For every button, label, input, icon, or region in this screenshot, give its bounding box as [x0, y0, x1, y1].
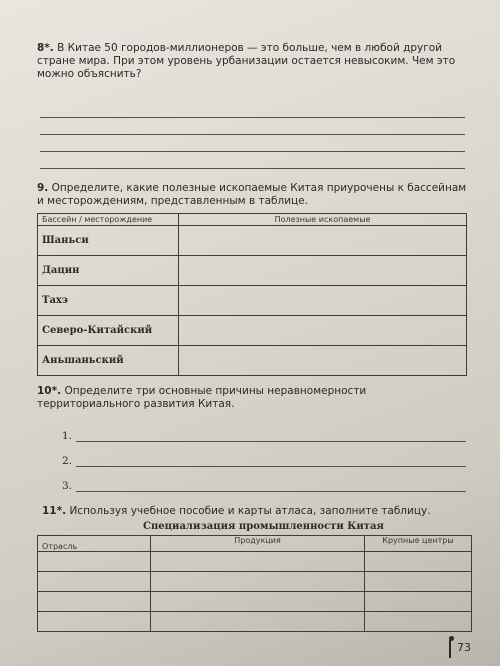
answer-line[interactable]	[76, 491, 466, 492]
answer-cell[interactable]	[179, 226, 467, 256]
minerals-table	[37, 213, 467, 376]
answer-line[interactable]	[76, 466, 466, 467]
page-marker-dot	[449, 636, 454, 641]
table-row	[38, 226, 467, 256]
table-row	[38, 572, 472, 592]
question-8-number: 8*.	[37, 42, 54, 54]
answer-cell[interactable]	[38, 552, 151, 572]
question-9	[37, 182, 467, 208]
answer-cell[interactable]	[365, 572, 472, 592]
page-marker-bar	[449, 640, 451, 658]
column-header: Продукция	[151, 536, 365, 552]
question-10-number: 10*.	[37, 385, 62, 397]
answer-cell[interactable]	[151, 592, 365, 612]
answer-cell[interactable]	[151, 612, 365, 632]
answer-cell[interactable]	[365, 592, 472, 612]
question-10-text: Определите три основные причины неравномерности территориального развития Китая.	[37, 385, 367, 410]
basin-name: Тахэ	[38, 286, 179, 316]
answer-line[interactable]	[40, 151, 465, 152]
table-row	[38, 316, 467, 346]
question-11	[42, 505, 472, 518]
question-8	[37, 42, 467, 81]
column-header: Бассейн / месторождение	[38, 214, 179, 226]
column-header: Крупные центры	[365, 536, 472, 552]
answer-cell[interactable]	[38, 572, 151, 592]
basin-name: Шаньси	[38, 226, 179, 256]
question-10	[37, 385, 467, 411]
answer-cell[interactable]	[38, 612, 151, 632]
table-row	[38, 346, 467, 376]
answer-cell[interactable]	[365, 612, 472, 632]
column-header: Полезные ископаемые	[179, 214, 467, 226]
table-title: Специализация промышленности Китая	[143, 521, 384, 532]
question-8-text: В Китае 50 городов-миллионеров — это больше, чем в любой другой стране мира. При этом уровень урбанизации остается невысоким. Чем это можно объяснить?	[37, 42, 456, 80]
page-number: 73	[457, 641, 471, 654]
answer-line[interactable]	[40, 134, 465, 135]
table-row	[38, 612, 472, 632]
answer-line[interactable]	[76, 441, 466, 442]
question-11-number: 11*.	[42, 505, 67, 517]
question-9-number: 9.	[37, 182, 49, 194]
question-9-text: Определите, какие полезные ископаемые Китая приурочены к бассейнам и месторождениям, представленным в таблице.	[37, 182, 467, 207]
answer-number: 3.	[62, 480, 73, 492]
answer-line[interactable]	[40, 117, 465, 118]
table-header-row	[38, 214, 467, 226]
question-11-text: Используя учебное пособие и карты атласа, заполните таблицу.	[69, 505, 431, 517]
table-row	[38, 592, 472, 612]
answer-number: 1.	[62, 430, 73, 442]
answer-cell[interactable]	[151, 552, 365, 572]
table-row	[38, 286, 467, 316]
column-header: Отрасль	[38, 536, 151, 552]
answer-line[interactable]	[40, 168, 465, 169]
basin-name: Дацин	[38, 256, 179, 286]
answer-number: 2.	[62, 455, 73, 467]
basin-name: Аньшаньский	[38, 346, 179, 376]
answer-cell[interactable]	[38, 592, 151, 612]
answer-cell[interactable]	[179, 346, 467, 376]
answer-cell[interactable]	[179, 286, 467, 316]
table-row	[38, 256, 467, 286]
table-row	[38, 552, 472, 572]
industry-table	[37, 535, 472, 632]
answer-cell[interactable]	[179, 316, 467, 346]
basin-name: Северо-Китайский	[38, 316, 179, 346]
answer-cell[interactable]	[179, 256, 467, 286]
table-header-row	[38, 536, 472, 552]
answer-cell[interactable]	[365, 552, 472, 572]
answer-cell[interactable]	[151, 572, 365, 592]
